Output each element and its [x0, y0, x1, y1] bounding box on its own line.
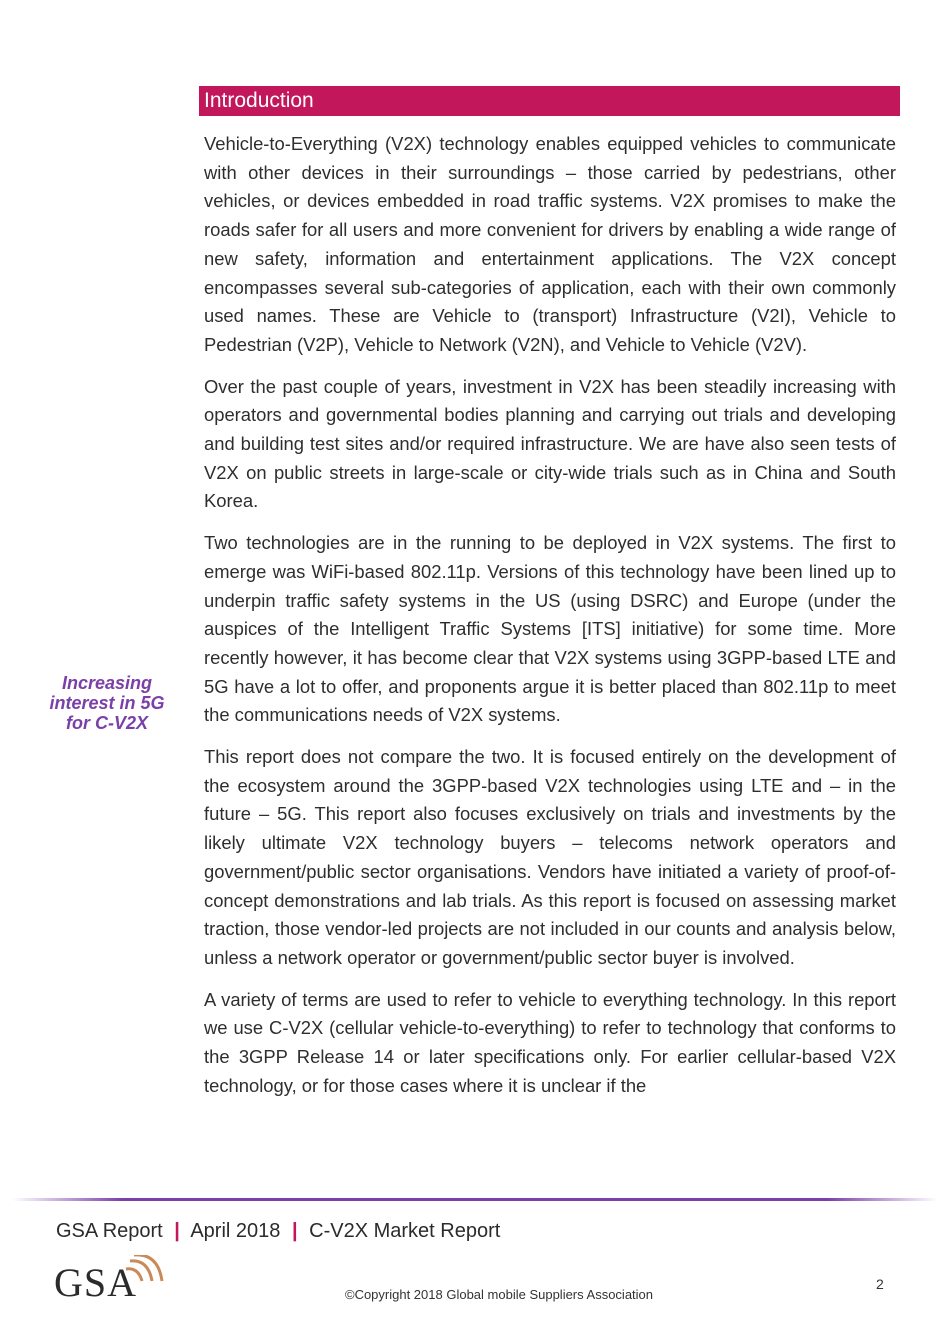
section-heading: Introduction: [199, 86, 900, 116]
body-text: [204, 130, 896, 1114]
paragraph-investment: Over the past couple of years, investment in V2X has been steadily increasing with operators and governmental bodies planning and carrying out trials and developing and building test sites and/or required infrastructure. We are have also seen tests of V2X on public streets in large-scale or city-wide trials such as in China and South Korea.: [204, 375, 896, 512]
paragraph-terminology: A variety of terms are used to refer to vehicle to everything technology. In this report we use C-V2X (cellular vehicle-to-everything) to refer to technology that conforms to the 3GPP Release 14 or later specifications only. For earlier cellular-based V2X technology, or for those cases where it is unclear if the: [204, 988, 896, 1096]
footer-divider: [12, 1198, 938, 1201]
paragraph-report-scope: This report does not compare the two. It is focused entirely on the development of the ecosystem around the 3GPP-based V2X technologies using LTE and – in the future – 5G. This report also focuses exclusively on trials and investments by the likely ultimate V2X technology buyers – telecoms network operators and government/public sector organisations. Vendors have initiated a variety of proof-of-concept demonstrations and lab trials. As this report is focused on assessing market traction, those vendor-led projects are not included in our counts and analysis below, unless a network operator or government/public sector buyer is involved.: [204, 746, 896, 968]
copyright-notice: ©Copyright 2018 Global mobile Suppliers Association: [344, 1287, 654, 1302]
footer-report-line: [56, 1217, 500, 1245]
page-number: 2: [876, 1276, 884, 1292]
paragraph-intro: Vehicle-to-Everything (V2X) technology enables equipped vehicles to communicate with other devices in their surroundings – those carried by pedestrians, other vehicles, or devices embedded in road traffic systems. V2X promises to make the roads safer for all users and more convenient for drivers by enabling a wide range of new safety, information and entertainment applications. The V2X concept encompasses several sub-categories of application, each with their own commonly used names. These are Vehicle to (transport) Infrastructure (V2I), Vehicle to Pedestrian (V2P), Vehicle to Network (V2N), and Vehicle to Vehicle (V2V).: [204, 133, 896, 355]
footer-report-title: C-V2X Market Report: [309, 1220, 501, 1242]
footer-date: April 2018: [190, 1220, 281, 1242]
gsa-logo-text: GSA: [54, 1260, 138, 1305]
footer-report-name: GSA Report: [56, 1220, 163, 1242]
side-note-line: for C-V2X: [65, 713, 148, 733]
paragraph-technologies: Two technologies are in the running to be deployed in V2X systems. The first to emerge was WiFi-based 802.11p. Versions of this technology have been lined up to underpin traffic safety systems in the US (using DSRC) and Europe (under the auspices of the Intelligent Traffic Systems [ITS] initiative) for some time. More recently however, it has become clear that V2X systems using 3GPP-based LTE and 5G have a lot to offer, and proponents argue it is better placed than 802.11p to meet the communications needs of V2X systems.: [204, 532, 896, 726]
footer-separator: |: [291, 1220, 298, 1242]
footer-separator: |: [174, 1220, 180, 1242]
side-note-line: interest in 5G: [49, 693, 165, 713]
side-note: [40, 673, 174, 733]
side-note-line: Increasing: [61, 673, 153, 693]
